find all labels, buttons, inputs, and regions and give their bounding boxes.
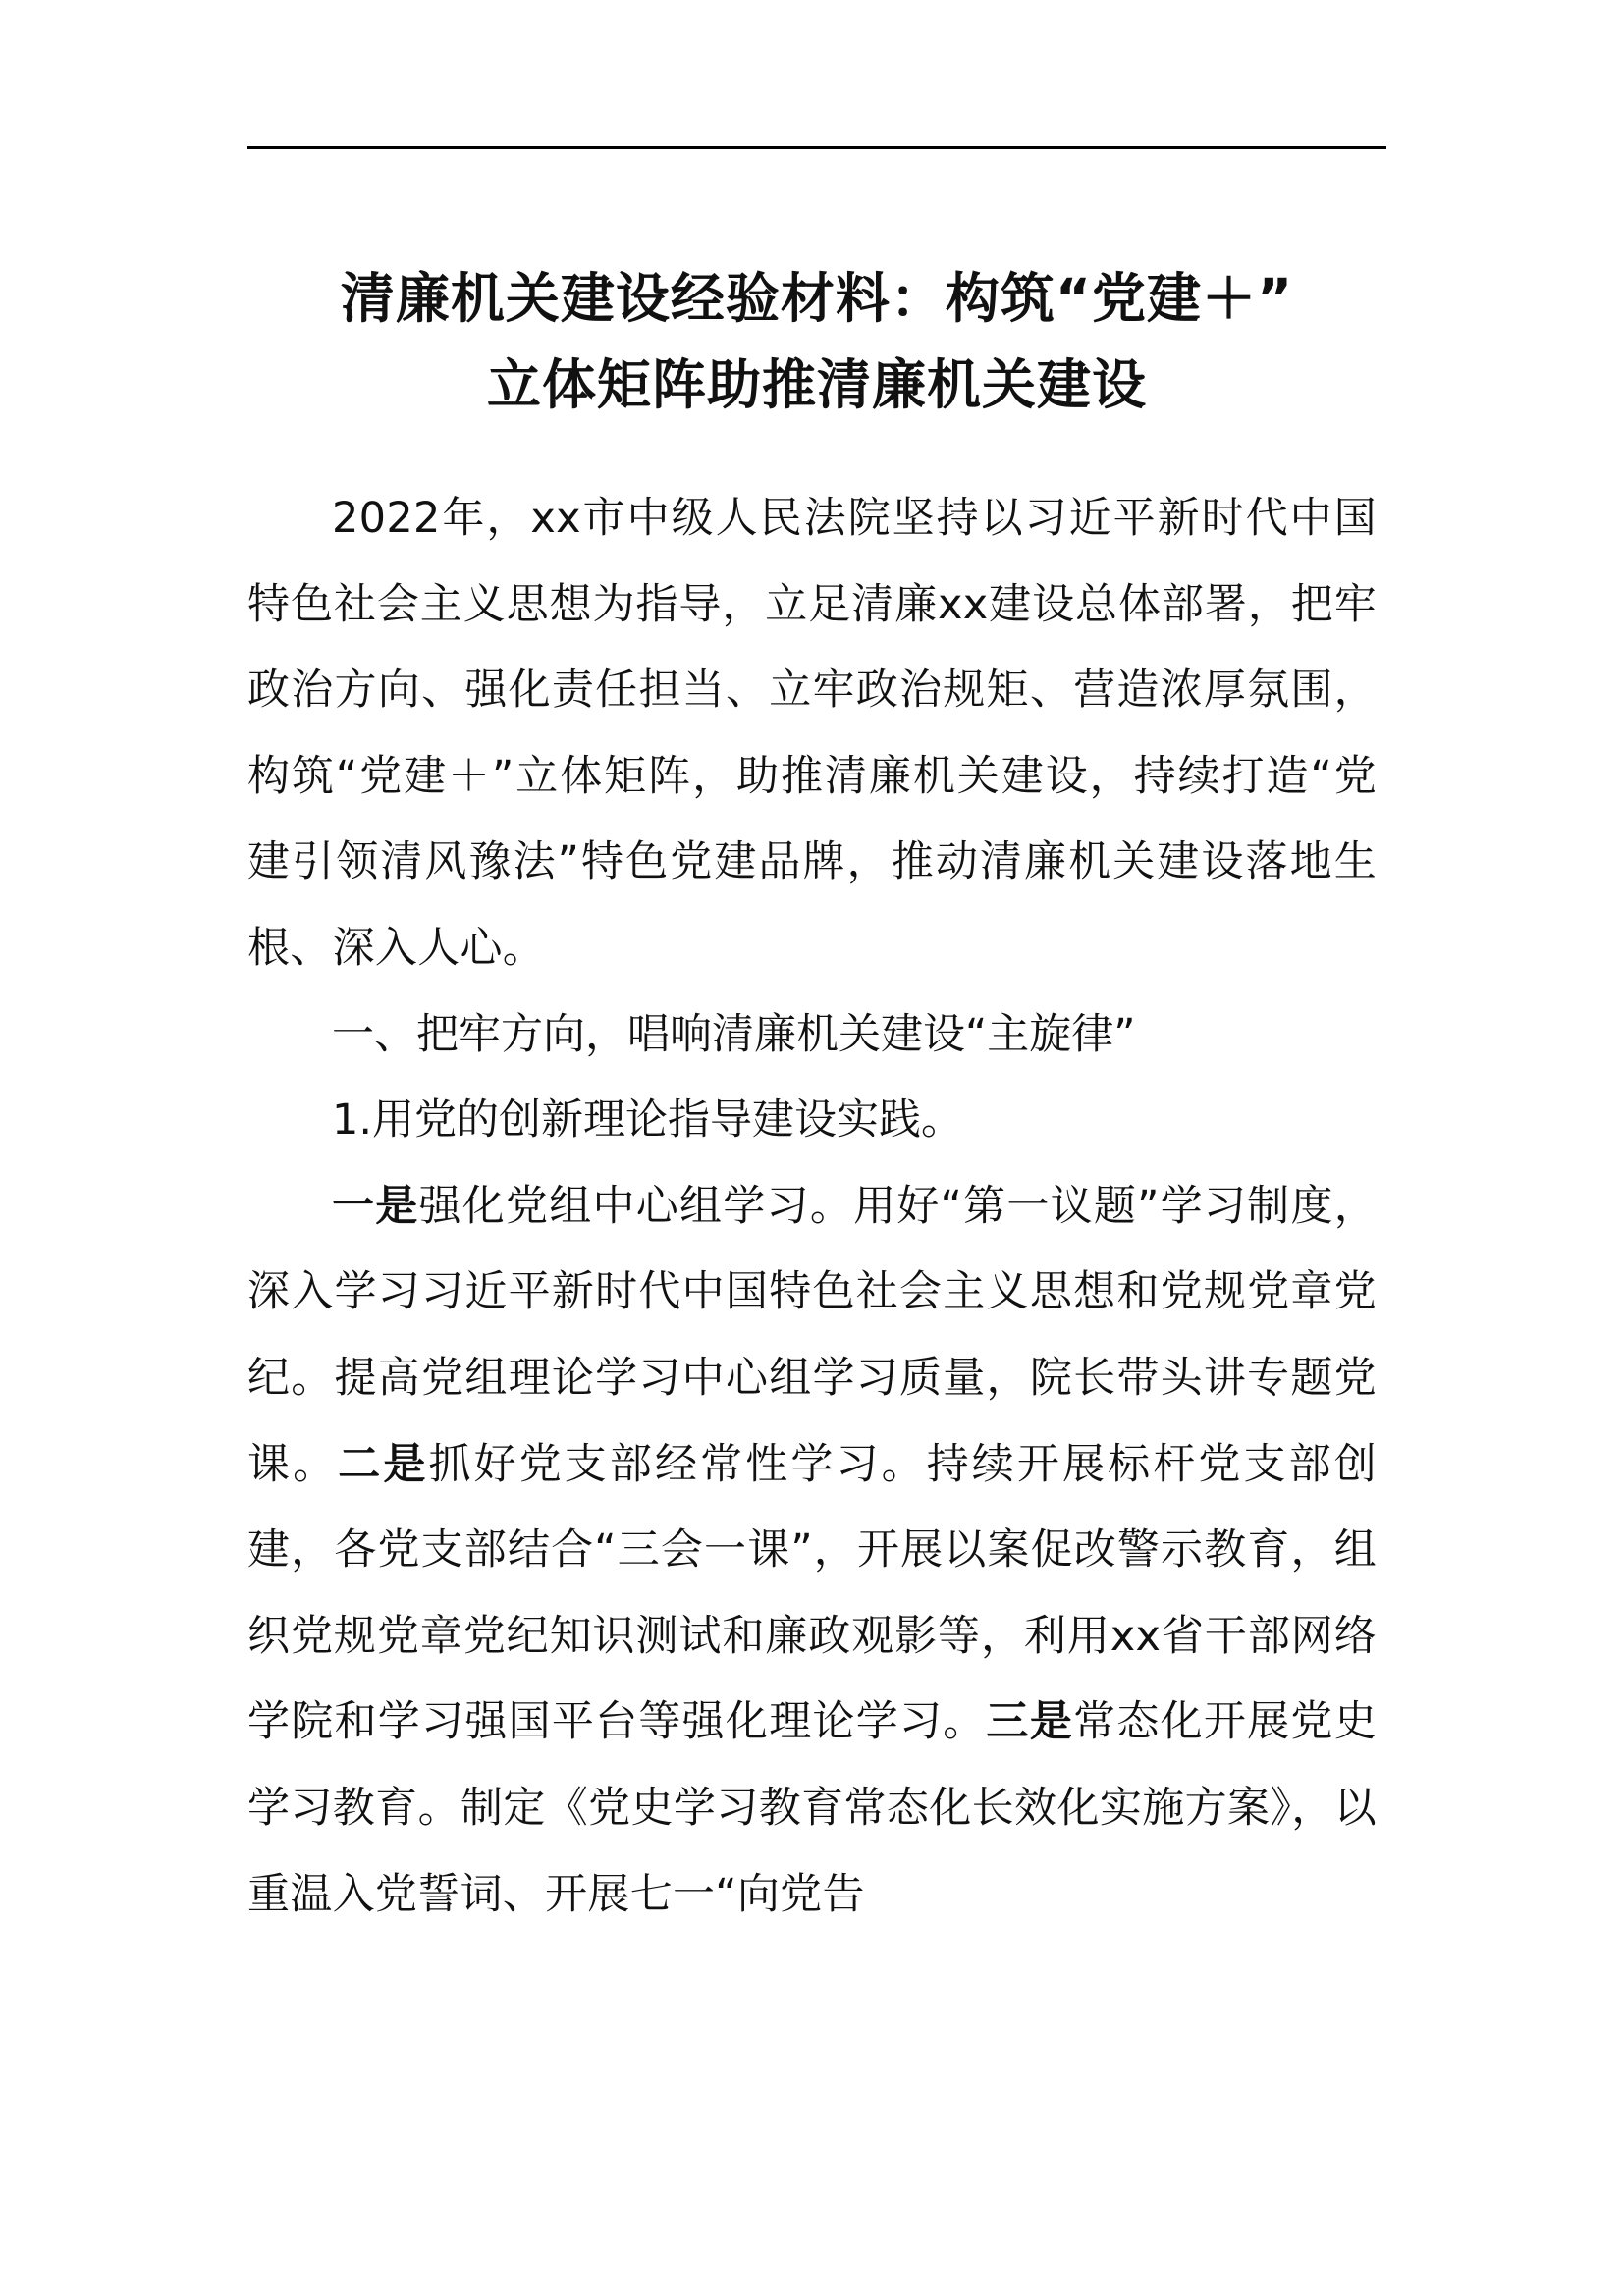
subsection-heading: 1.用党的创新理论指导建设实践。 [332,1095,964,1146]
item-lead: 一是 [332,1181,419,1231]
item-text: 强化党组中心组学习。用好“第一议题”学习制度，深入学习习近平新时代中国特色社会主义思想和党规党章党纪。提高党组理论学习中心组学习质量，院长带头讲专题党课。 [247,1181,1377,1489]
intro-paragraph: 2022年，xx市中级人民法院坚持以习近平新时代中国特色社会主义思想为指导，立足清廉xx建设总体部署，把牢政治方向、强化责任担当、立牢政治规矩、营造浓厚氛围，构筑“党建＋”立体矩阵，助推清廉机关建设，持续打造“党建引领清风豫法”特色党建品牌，推动清廉机关建设落地生根、深入人心。 [247,494,1377,973]
body-paragraph [247,1164,1377,1938]
title-line-1: 清廉机关建设经验材料：构筑“党建＋” [340,267,1294,330]
item-lead: 二是 [338,1439,429,1489]
item-text: 抓好党支部经常性学习。持续开展标杆党支部创建，各党支部结合“三会一课”，开展以案促改警示教育，组织党规党章党纪知识测试和廉政观影等，利用xx省干部网络学院和学习强国平台等强化理论学习。 [247,1439,1377,1747]
section-heading: 一、把牢方向，唱响清廉机关建设“主旋律” [332,1009,1136,1059]
document-title [247,255,1386,428]
title-line-2: 立体矩阵助推清廉机关建设 [486,353,1147,416]
document-body [247,476,1377,1938]
item-lead: 三是 [986,1697,1074,1747]
header-rule [247,146,1386,149]
item-text: 常态化开展党史学习教育。制定《党史学习教育常态化长效化实施方案》，以重温入党誓词、开展七一“向党告 [247,1697,1377,1919]
